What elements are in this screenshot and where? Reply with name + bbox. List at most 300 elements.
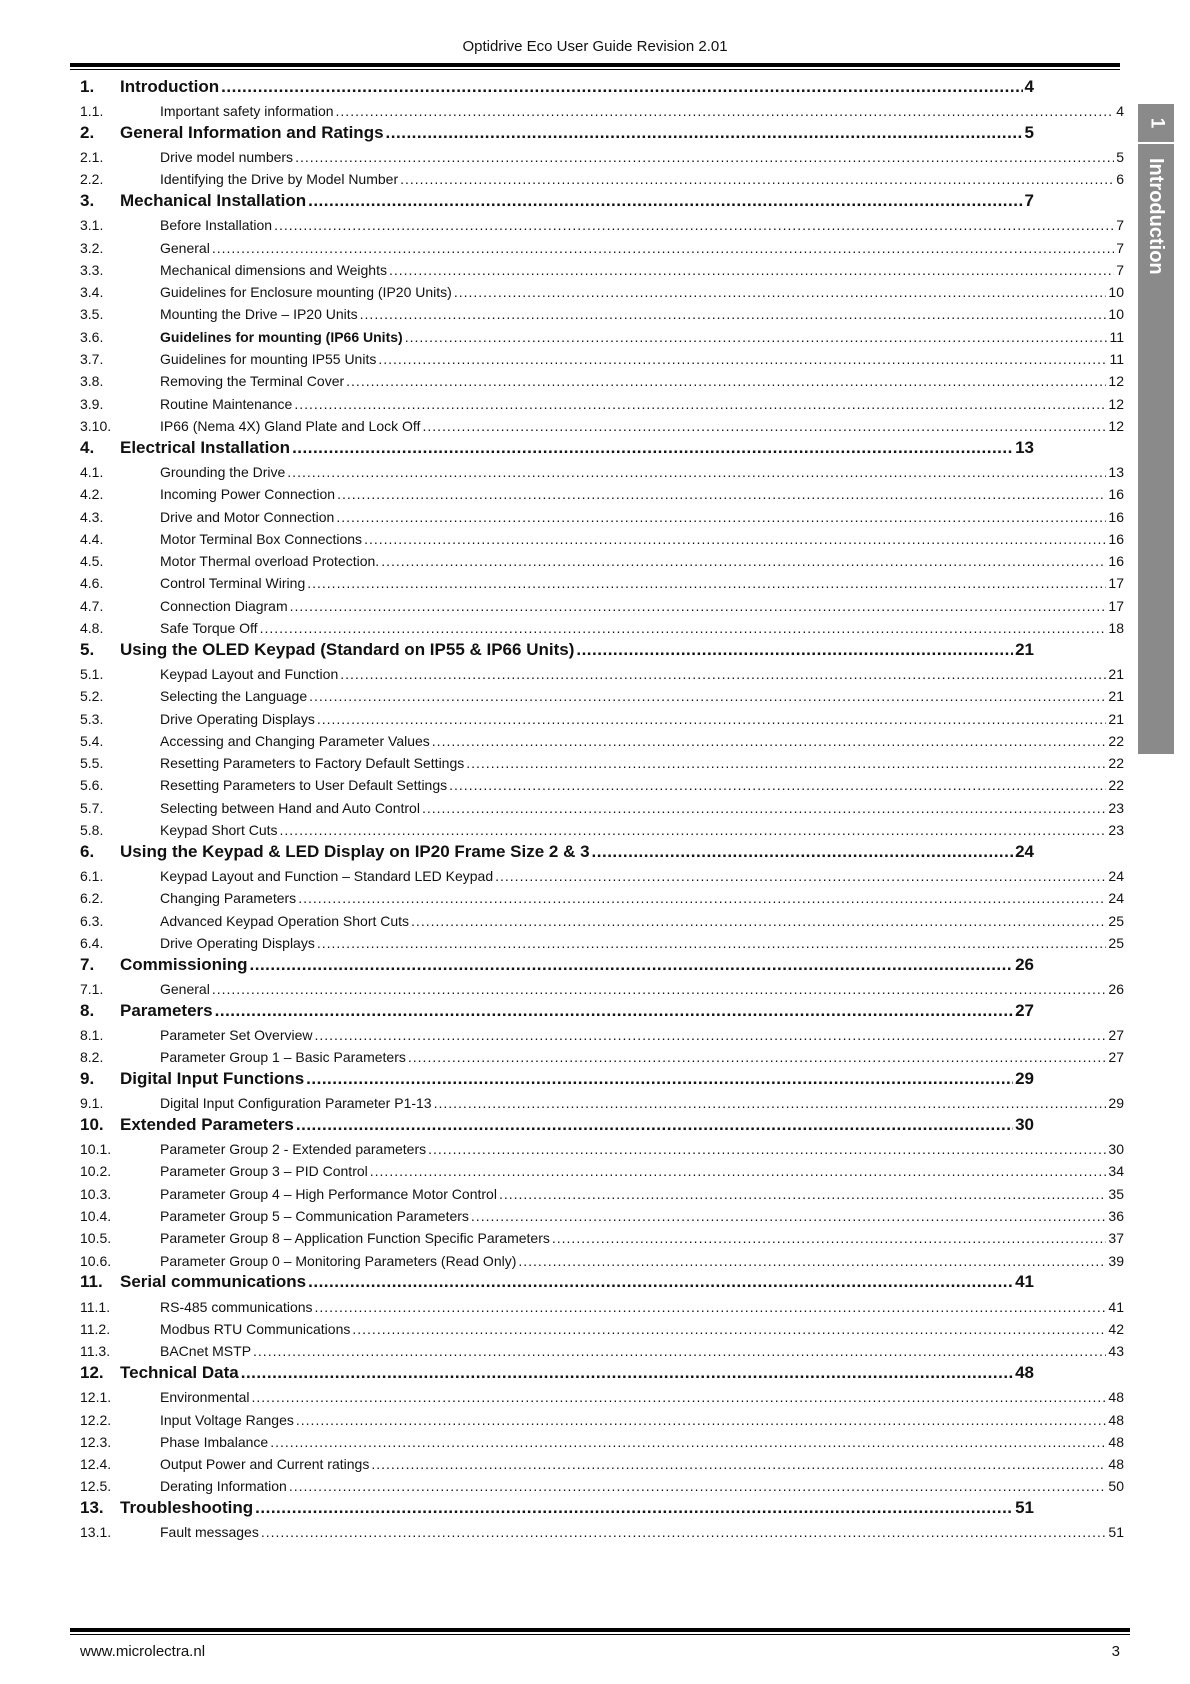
toc-entry-page: 16 <box>1108 486 1124 503</box>
toc-section-entry[interactable] <box>80 749 1124 771</box>
toc-entry-page: 48 <box>1108 1433 1124 1450</box>
toc-entry-title: Input Voltage Ranges <box>160 1411 294 1428</box>
toc-dot-leader <box>360 306 1107 322</box>
toc-entry-title: Routine Maintenance <box>160 395 293 412</box>
toc-entry-page: 37 <box>1108 1230 1124 1247</box>
toc-entry-number: 5.4. <box>80 732 104 749</box>
toc-entry-title: Guidelines for Enclosure mounting (IP20 Units) <box>160 284 452 301</box>
toc-entry-title: Keypad Layout and Function – Standard LED Keypad <box>160 868 494 885</box>
toc-entry-page: 6 <box>1116 171 1124 188</box>
toc-entry-number: 5.1. <box>80 665 104 682</box>
toc-entry-page: 34 <box>1108 1163 1124 1180</box>
toc-dot-leader <box>317 935 1107 951</box>
toc-dot-leader <box>294 396 1106 412</box>
toc-section-entry[interactable] <box>80 1157 1124 1179</box>
toc-dot-leader <box>364 531 1106 547</box>
toc-entry-title: Using the OLED Keypad (Standard on IP55 & IP66 Units) <box>120 639 575 659</box>
toc-entry-title: Mechanical dimensions and Weights <box>160 261 387 278</box>
toc-entry-title: Before Installation <box>160 217 273 234</box>
toc-dot-leader <box>428 1141 1106 1157</box>
toc-section-entry[interactable] <box>80 1472 1124 1494</box>
toc-entry-page: 13 <box>1108 463 1124 480</box>
toc-entry-number: 13. <box>80 1498 104 1518</box>
toc-entry-number: 8.1. <box>80 1026 104 1043</box>
toc-dot-leader <box>280 822 1107 838</box>
toc-entry-number: 12.2. <box>80 1411 112 1428</box>
toc-entry-title: Keypad Layout and Function <box>160 665 339 682</box>
toc-entry-title: Resetting Parameters to Factory Default Settings <box>160 755 465 772</box>
toc-dot-leader <box>449 777 1106 793</box>
toc-chapter-entry[interactable] <box>80 1111 1034 1135</box>
toc-entry-page: 24 <box>1015 841 1034 861</box>
toc-entry-page: 26 <box>1108 980 1124 997</box>
toc-entry-page: 35 <box>1108 1185 1124 1202</box>
toc-entry-title: BACnet MSTP <box>160 1343 252 1360</box>
toc-dot-leader <box>422 800 1106 816</box>
page-header-title: Optidrive Eco User Guide Revision 2.01 <box>462 38 728 55</box>
header-rule <box>70 63 1120 67</box>
chapter-side-tab[interactable] <box>1138 104 1174 754</box>
toc-section-entry[interactable] <box>80 97 1124 119</box>
toc-entry-number: 7. <box>80 954 95 974</box>
table-of-contents <box>80 73 1124 1540</box>
toc-dot-leader <box>215 1001 1013 1021</box>
toc-entry-title: Phase Imbalance <box>160 1433 269 1450</box>
toc-section-entry[interactable] <box>80 165 1124 187</box>
toc-section-entry[interactable] <box>80 1135 1124 1157</box>
toc-entry-title: General <box>160 980 210 997</box>
toc-entry-number: 10.1. <box>80 1141 112 1158</box>
toc-section-entry[interactable] <box>80 367 1124 389</box>
toc-section-entry[interactable] <box>80 771 1124 793</box>
toc-entry-number: 12.4. <box>80 1456 112 1473</box>
toc-entry-page: 22 <box>1108 732 1124 749</box>
toc-dot-leader <box>253 1343 1106 1359</box>
toc-section-entry[interactable] <box>80 1246 1124 1268</box>
toc-entry-page: 12 <box>1108 417 1124 434</box>
toc-entry-number: 10.4. <box>80 1208 112 1225</box>
toc-section-entry[interactable] <box>80 256 1124 278</box>
toc-section-entry[interactable] <box>80 1202 1124 1224</box>
toc-section-entry[interactable] <box>80 412 1124 434</box>
toc-entry-page: 21 <box>1108 688 1124 705</box>
toc-entry-title: Parameter Group 8 – Application Function Specific Parameters <box>160 1230 550 1247</box>
toc-section-entry[interactable] <box>80 480 1124 502</box>
toc-entry-title: Drive and Motor Connection <box>160 508 335 525</box>
toc-dot-leader <box>307 575 1106 591</box>
toc-section-entry[interactable] <box>80 704 1124 726</box>
toc-entry-number: 3.10. <box>80 417 112 434</box>
toc-entry-number: 12.5. <box>80 1478 112 1495</box>
toc-entry-number: 5. <box>80 639 95 659</box>
toc-section-entry[interactable] <box>80 906 1124 928</box>
toc-entry-page: 22 <box>1108 777 1124 794</box>
toc-entry-number: 11.3. <box>80 1343 111 1360</box>
toc-entry-title: Parameter Group 0 – Monitoring Parameters (Read Only) <box>160 1252 517 1269</box>
footer-rule-thin <box>70 1634 1130 1635</box>
toc-section-entry[interactable] <box>80 569 1124 591</box>
toc-entry-page: 18 <box>1108 619 1124 636</box>
toc-entry-number: 3.4. <box>80 284 104 301</box>
footer-page-number: 3 <box>1111 1643 1120 1660</box>
toc-dot-leader <box>260 620 1107 636</box>
toc-entry-page: 21 <box>1015 639 1034 659</box>
toc-entry-page: 10 <box>1108 306 1124 323</box>
toc-entry-number: 10.6. <box>80 1252 112 1269</box>
toc-dot-leader <box>296 1115 1013 1135</box>
toc-entry-page: 12 <box>1108 395 1124 412</box>
toc-entry-number: 6.1. <box>80 868 104 885</box>
toc-entry-page: 17 <box>1108 575 1124 592</box>
toc-section-entry[interactable] <box>80 211 1124 233</box>
toc-dot-leader <box>298 890 1106 906</box>
toc-entry-title: Removing the Terminal Cover <box>160 373 345 390</box>
toc-entry-page: 16 <box>1108 508 1124 525</box>
toc-entry-title: Derating Information <box>160 1478 287 1495</box>
toc-entry-title: Using the Keypad & LED Display on IP20 Frame Size 2 & 3 <box>120 841 590 861</box>
toc-dot-leader <box>518 1253 1106 1269</box>
toc-section-entry[interactable] <box>80 458 1124 480</box>
toc-entry-page: 30 <box>1108 1141 1124 1158</box>
header-rule-thin <box>70 69 1120 70</box>
toc-chapter-entry[interactable] <box>80 1359 1034 1383</box>
toc-entry-number: 4.1. <box>80 463 104 480</box>
toc-entry-page: 10 <box>1108 284 1124 301</box>
toc-entry-page: 11 <box>1109 328 1124 345</box>
toc-dot-leader <box>287 464 1106 480</box>
toc-dot-leader <box>346 373 1106 389</box>
toc-chapter-entry[interactable] <box>80 1269 1034 1293</box>
toc-entry-number: 8.2. <box>80 1049 104 1066</box>
toc-entry-title: Motor Terminal Box Connections <box>160 530 363 547</box>
toc-section-entry[interactable] <box>80 1292 1124 1314</box>
toc-dot-leader <box>466 755 1106 771</box>
toc-chapter-entry[interactable] <box>80 73 1034 97</box>
toc-entry-title: Control Terminal Wiring <box>160 575 306 592</box>
toc-section-entry[interactable] <box>80 278 1124 300</box>
toc-entry-title: Important safety information <box>160 102 334 119</box>
toc-dot-leader <box>434 1095 1107 1111</box>
toc-entry-number: 5.3. <box>80 710 104 727</box>
toc-section-entry[interactable] <box>80 1315 1124 1337</box>
toc-entry-title: Parameters <box>120 1000 213 1020</box>
toc-entry-title: Parameter Set Overview <box>160 1026 313 1043</box>
toc-entry-number: 9. <box>80 1068 95 1088</box>
toc-entry-page: 5 <box>1116 148 1124 165</box>
toc-dot-leader <box>386 123 1023 143</box>
toc-entry-page: 36 <box>1108 1208 1124 1225</box>
toc-entry-title: Selecting the Language <box>160 688 308 705</box>
toc-entry-page: 51 <box>1015 1498 1034 1518</box>
toc-entry-number: 10.2. <box>80 1163 112 1180</box>
toc-entry-page: 21 <box>1108 710 1124 727</box>
toc-entry-number: 5.2. <box>80 688 104 705</box>
toc-entry-title: Technical Data <box>120 1362 239 1382</box>
toc-section-entry[interactable] <box>80 1089 1124 1111</box>
toc-dot-leader <box>471 1208 1107 1224</box>
toc-entry-number: 3.2. <box>80 239 104 256</box>
toc-dot-leader <box>400 171 1114 187</box>
toc-dot-leader <box>389 262 1114 278</box>
toc-section-entry[interactable] <box>80 614 1124 636</box>
toc-entry-page: 41 <box>1108 1298 1124 1315</box>
toc-entry-title: Drive Operating Displays <box>160 934 315 951</box>
toc-dot-leader <box>352 1321 1106 1337</box>
toc-entry-number: 4.3. <box>80 508 104 525</box>
toc-entry-number: 10. <box>80 1114 104 1134</box>
chapter-tab-label: Introduction <box>1145 158 1167 275</box>
toc-dot-leader <box>576 640 1013 660</box>
toc-entry-title: Motor Thermal overload Protection. <box>160 553 380 570</box>
toc-entry-number: 2. <box>80 122 95 142</box>
toc-section-entry[interactable] <box>80 1337 1124 1359</box>
toc-entry-number: 6. <box>80 841 95 861</box>
toc-entry-title: General Information and Ratings <box>120 122 384 142</box>
toc-section-entry[interactable] <box>80 1179 1124 1201</box>
toc-entry-number: 3.8. <box>80 373 104 390</box>
toc-entry-page: 48 <box>1108 1411 1124 1428</box>
toc-entry-page: 24 <box>1108 868 1124 885</box>
toc-entry-number: 6.3. <box>80 912 104 929</box>
toc-entry-page: 16 <box>1108 553 1124 570</box>
toc-dot-leader <box>422 418 1106 434</box>
toc-dot-leader <box>274 217 1114 233</box>
toc-entry-title: Changing Parameters <box>160 890 297 907</box>
toc-entry-title: Guidelines for mounting IP55 Units <box>160 351 377 368</box>
toc-section-entry[interactable] <box>80 1383 1124 1405</box>
toc-entry-page: 4 <box>1116 102 1124 119</box>
toc-entry-title: Resetting Parameters to User Default Settings <box>160 777 448 794</box>
toc-entry-number: 4.7. <box>80 597 104 614</box>
toc-entry-number: 6.2. <box>80 890 104 907</box>
toc-dot-leader <box>212 981 1107 997</box>
toc-entry-number: 10.5. <box>80 1230 112 1247</box>
toc-entry-title: Accessing and Changing Parameter Values <box>160 732 430 749</box>
toc-chapter-entry[interactable] <box>80 951 1034 975</box>
toc-entry-number: 5.8. <box>80 822 104 839</box>
toc-entry-title: Serial communications <box>120 1272 307 1292</box>
toc-entry-title: Digital Input Functions <box>120 1068 305 1088</box>
toc-entry-title: Guidelines for mounting (IP66 Units) <box>160 328 403 345</box>
toc-entry-number: 8. <box>80 1000 95 1020</box>
toc-entry-page: 29 <box>1108 1095 1124 1112</box>
toc-entry-page: 50 <box>1108 1478 1124 1495</box>
toc-section-entry[interactable] <box>80 300 1124 322</box>
toc-entry-title: Parameter Group 5 – Communication Parameters <box>160 1208 469 1225</box>
toc-entry-title: Parameter Group 2 - Extended parameters <box>160 1141 427 1158</box>
toc-entry-page: 7 <box>1116 239 1124 256</box>
toc-section-entry[interactable] <box>80 591 1124 613</box>
toc-entry-number: 11.1. <box>80 1298 111 1315</box>
toc-entry-number: 11. <box>80 1272 103 1292</box>
toc-dot-leader <box>592 842 1014 862</box>
toc-entry-title: Mounting the Drive – IP20 Units <box>160 306 358 323</box>
toc-entry-title: Mechanical Installation <box>120 190 307 210</box>
toc-entry-page: 12 <box>1108 373 1124 390</box>
toc-entry-number: 4.4. <box>80 530 104 547</box>
toc-entry-page: 5 <box>1024 122 1034 142</box>
toc-dot-leader <box>340 666 1106 682</box>
toc-entry-title: Safe Torque Off <box>160 619 258 636</box>
toc-section-entry[interactable] <box>80 502 1124 524</box>
toc-dot-leader <box>315 1027 1107 1043</box>
toc-entry-page: 11 <box>1109 351 1124 368</box>
toc-entry-title: Digital Input Configuration Parameter P1-13 <box>160 1095 432 1112</box>
toc-entry-number: 1.1. <box>80 102 104 119</box>
toc-section-entry[interactable] <box>80 793 1124 815</box>
toc-dot-leader <box>432 733 1107 749</box>
toc-section-entry[interactable] <box>80 525 1124 547</box>
toc-chapter-entry[interactable] <box>80 838 1034 862</box>
toc-chapter-entry[interactable] <box>80 997 1034 1021</box>
toc-section-entry[interactable] <box>80 816 1124 838</box>
toc-section-entry[interactable] <box>80 1021 1124 1043</box>
toc-entry-title: Electrical Installation <box>120 437 291 457</box>
toc-entry-title: Troubleshooting <box>120 1498 254 1518</box>
toc-entry-number: 2.2. <box>80 171 104 188</box>
toc-section-entry[interactable] <box>80 1043 1124 1065</box>
toc-entry-number: 12.1. <box>80 1389 112 1406</box>
toc-dot-leader <box>306 1069 1013 1089</box>
toc-chapter-entry[interactable] <box>80 119 1034 143</box>
toc-section-entry[interactable] <box>80 1405 1124 1427</box>
toc-entry-title: Connection Diagram <box>160 597 288 614</box>
toc-entry-number: 7.1. <box>80 980 104 997</box>
toc-dot-leader <box>337 486 1106 502</box>
toc-section-entry[interactable] <box>80 862 1124 884</box>
toc-entry-page: 41 <box>1015 1272 1034 1292</box>
toc-dot-leader <box>308 191 1022 211</box>
toc-entry-title: Advanced Keypad Operation Short Cuts <box>160 912 410 929</box>
toc-dot-leader <box>336 103 1115 119</box>
toc-entry-number: 9.1. <box>80 1095 104 1112</box>
footer-rule <box>70 1628 1130 1632</box>
toc-entry-number: 4.2. <box>80 486 104 503</box>
toc-entry-number: 5.5. <box>80 755 104 772</box>
toc-entry-page: 48 <box>1015 1362 1034 1382</box>
toc-section-entry[interactable] <box>80 884 1124 906</box>
toc-entry-page: 39 <box>1108 1252 1124 1269</box>
toc-entry-title: Incoming Power Connection <box>160 486 336 503</box>
toc-entry-title: Selecting between Hand and Auto Control <box>160 799 420 816</box>
toc-section-entry[interactable] <box>80 1224 1124 1246</box>
toc-dot-leader <box>289 1478 1107 1494</box>
toc-dot-leader <box>378 351 1107 367</box>
toc-entry-number: 3.5. <box>80 306 104 323</box>
toc-section-entry[interactable] <box>80 1450 1124 1472</box>
toc-section-entry[interactable] <box>80 389 1124 411</box>
toc-entry-title: Environmental <box>160 1389 250 1406</box>
toc-entry-title: Modbus RTU Communications <box>160 1320 351 1337</box>
toc-entry-number: 3.3. <box>80 261 104 278</box>
toc-dot-leader <box>552 1230 1107 1246</box>
toc-section-entry[interactable] <box>80 682 1124 704</box>
toc-entry-page: 23 <box>1108 799 1124 816</box>
toc-entry-title: Identifying the Drive by Model Number <box>160 171 399 188</box>
toc-entry-page: 26 <box>1015 954 1034 974</box>
toc-dot-leader <box>315 1299 1107 1315</box>
toc-entry-page: 25 <box>1108 912 1124 929</box>
toc-section-entry[interactable] <box>80 727 1124 749</box>
toc-entry-number: 5.7. <box>80 799 104 816</box>
toc-entry-title: Keypad Short Cuts <box>160 822 278 839</box>
toc-entry-page: 27 <box>1108 1026 1124 1043</box>
toc-entry-page: 48 <box>1108 1389 1124 1406</box>
toc-dot-leader <box>292 438 1013 458</box>
toc-section-entry[interactable] <box>80 1518 1124 1540</box>
toc-entry-title: IP66 (Nema 4X) Gland Plate and Lock Off <box>160 417 421 434</box>
toc-entry-page: 29 <box>1015 1068 1034 1088</box>
toc-entry-number: 10.3. <box>80 1185 112 1202</box>
toc-entry-title: Introduction <box>120 76 220 96</box>
toc-chapter-entry[interactable] <box>80 187 1034 211</box>
toc-section-entry[interactable] <box>80 233 1124 255</box>
toc-entry-page: 7 <box>1024 190 1034 210</box>
toc-entry-page: 48 <box>1108 1456 1124 1473</box>
toc-chapter-entry[interactable] <box>80 434 1034 458</box>
toc-dot-leader <box>250 955 1014 975</box>
toc-entry-number: 3. <box>80 190 95 210</box>
toc-chapter-entry[interactable] <box>80 1494 1034 1518</box>
toc-entry-page: 7 <box>1116 261 1124 278</box>
toc-section-entry[interactable] <box>80 929 1124 951</box>
toc-entry-page: 24 <box>1108 890 1124 907</box>
toc-entry-number: 12.3. <box>80 1433 112 1450</box>
toc-section-entry[interactable] <box>80 345 1124 367</box>
toc-section-entry[interactable] <box>80 143 1124 165</box>
toc-dot-leader <box>317 711 1107 727</box>
toc-dot-leader <box>454 284 1107 300</box>
toc-dot-leader <box>308 1272 1013 1292</box>
toc-section-entry[interactable] <box>80 322 1124 344</box>
toc-entry-page: 27 <box>1108 1049 1124 1066</box>
toc-entry-page: 51 <box>1108 1524 1124 1541</box>
toc-entry-number: 4.8. <box>80 619 104 636</box>
toc-entry-title: RS-485 communications <box>160 1298 313 1315</box>
toc-dot-leader <box>241 1363 1013 1383</box>
toc-chapter-entry[interactable] <box>80 1065 1034 1089</box>
toc-entry-number: 11.2. <box>80 1320 111 1337</box>
toc-entry-title: Drive Operating Displays <box>160 710 315 727</box>
toc-entry-number: 6.4. <box>80 934 104 951</box>
chapter-tab-number: 1 <box>1138 104 1174 144</box>
toc-entry-number: 4.5. <box>80 553 104 570</box>
toc-section-entry[interactable] <box>80 1428 1124 1450</box>
toc-section-entry[interactable] <box>80 547 1124 569</box>
toc-entry-title: Output Power and Current ratings <box>160 1456 370 1473</box>
toc-entry-number: 1. <box>80 76 95 96</box>
toc-dot-leader <box>495 868 1106 884</box>
toc-entry-page: 16 <box>1108 530 1124 547</box>
footer-website[interactable]: www.microlectra.nl <box>80 1643 206 1660</box>
toc-chapter-entry[interactable] <box>80 636 1034 660</box>
toc-entry-page: 27 <box>1015 1000 1034 1020</box>
toc-dot-leader <box>270 1434 1106 1450</box>
toc-entry-page: 17 <box>1108 597 1124 614</box>
toc-entry-page: 4 <box>1024 76 1034 96</box>
toc-dot-leader <box>408 1049 1107 1065</box>
toc-entry-page: 23 <box>1108 822 1124 839</box>
toc-dot-leader <box>499 1186 1106 1202</box>
toc-dot-leader <box>296 1412 1107 1428</box>
toc-dot-leader <box>370 1163 1107 1179</box>
toc-section-entry[interactable] <box>80 660 1124 682</box>
toc-entry-page: 21 <box>1108 665 1124 682</box>
toc-entry-number: 3.9. <box>80 395 104 412</box>
toc-section-entry[interactable] <box>80 975 1124 997</box>
toc-entry-title: Grounding the Drive <box>160 463 286 480</box>
toc-entry-title: General <box>160 239 210 256</box>
